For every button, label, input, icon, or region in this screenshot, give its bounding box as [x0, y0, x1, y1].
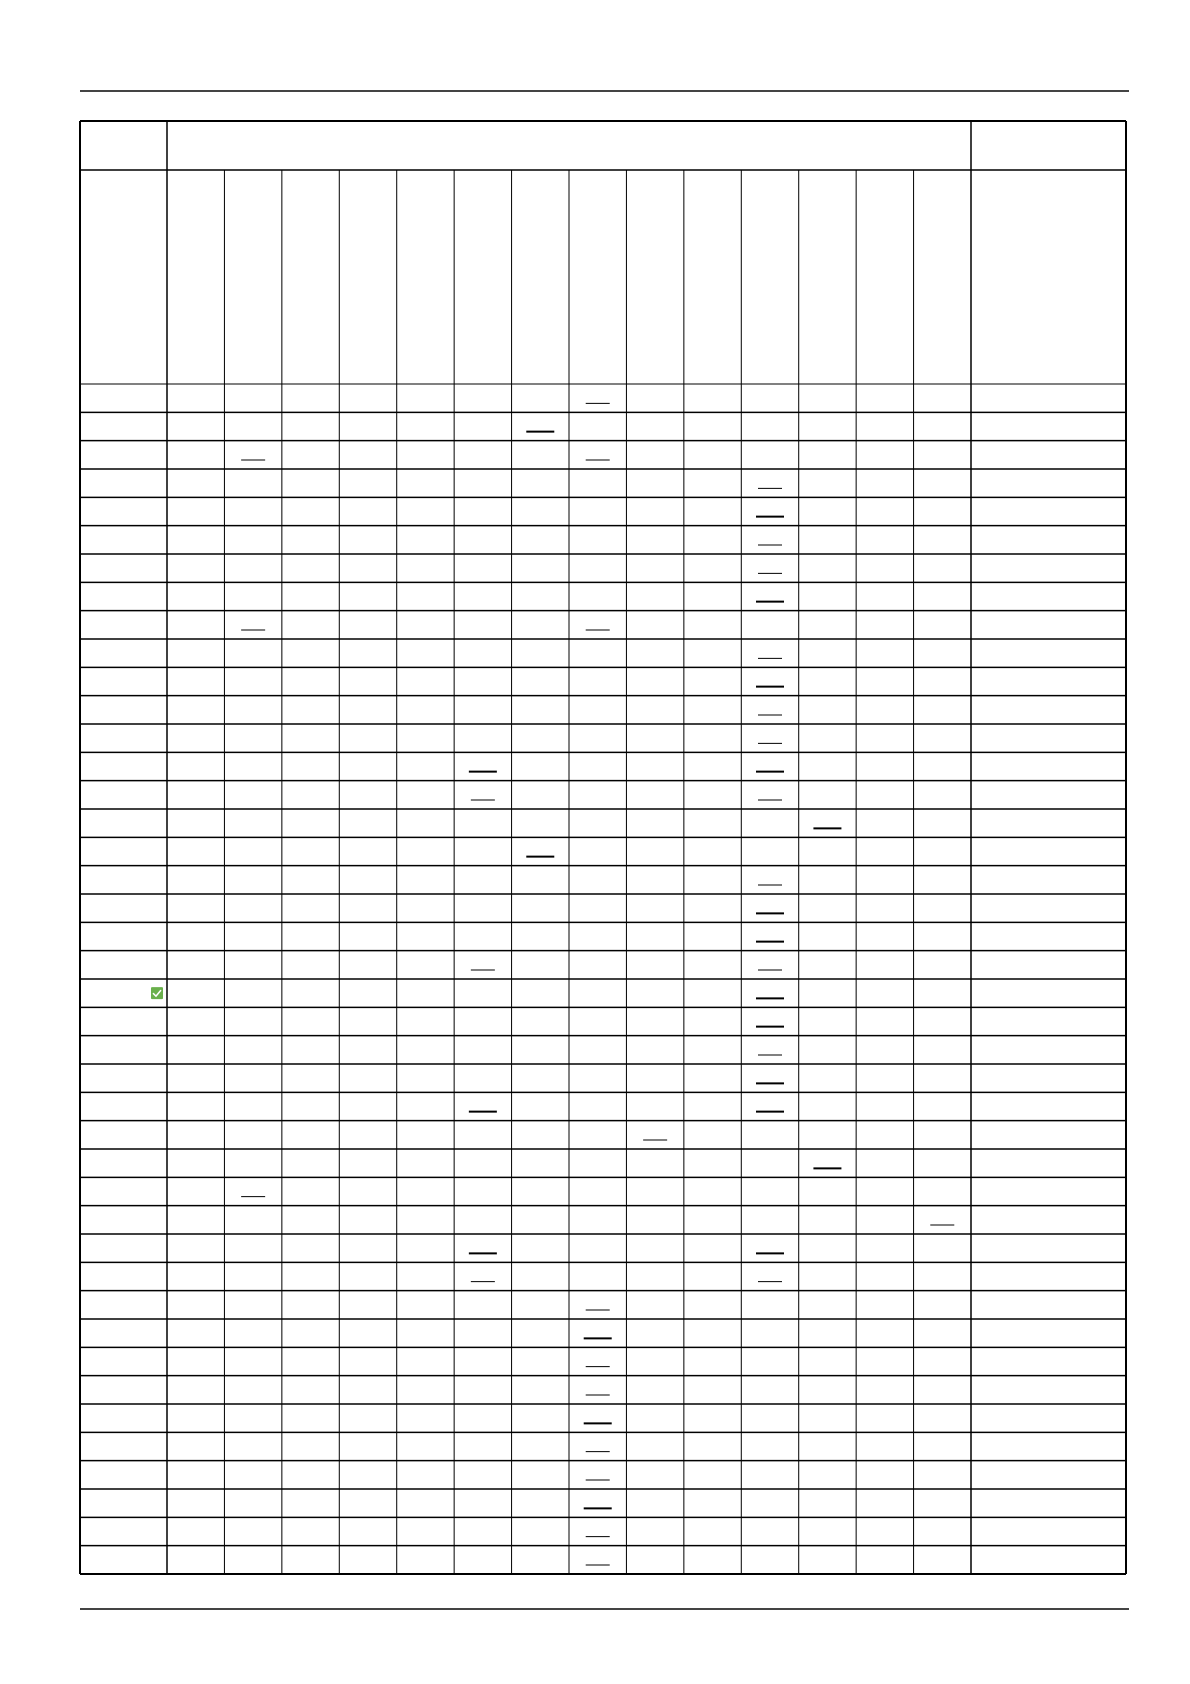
footer-rule — [80, 1608, 1129, 1610]
checkbox-icon — [151, 987, 163, 999]
